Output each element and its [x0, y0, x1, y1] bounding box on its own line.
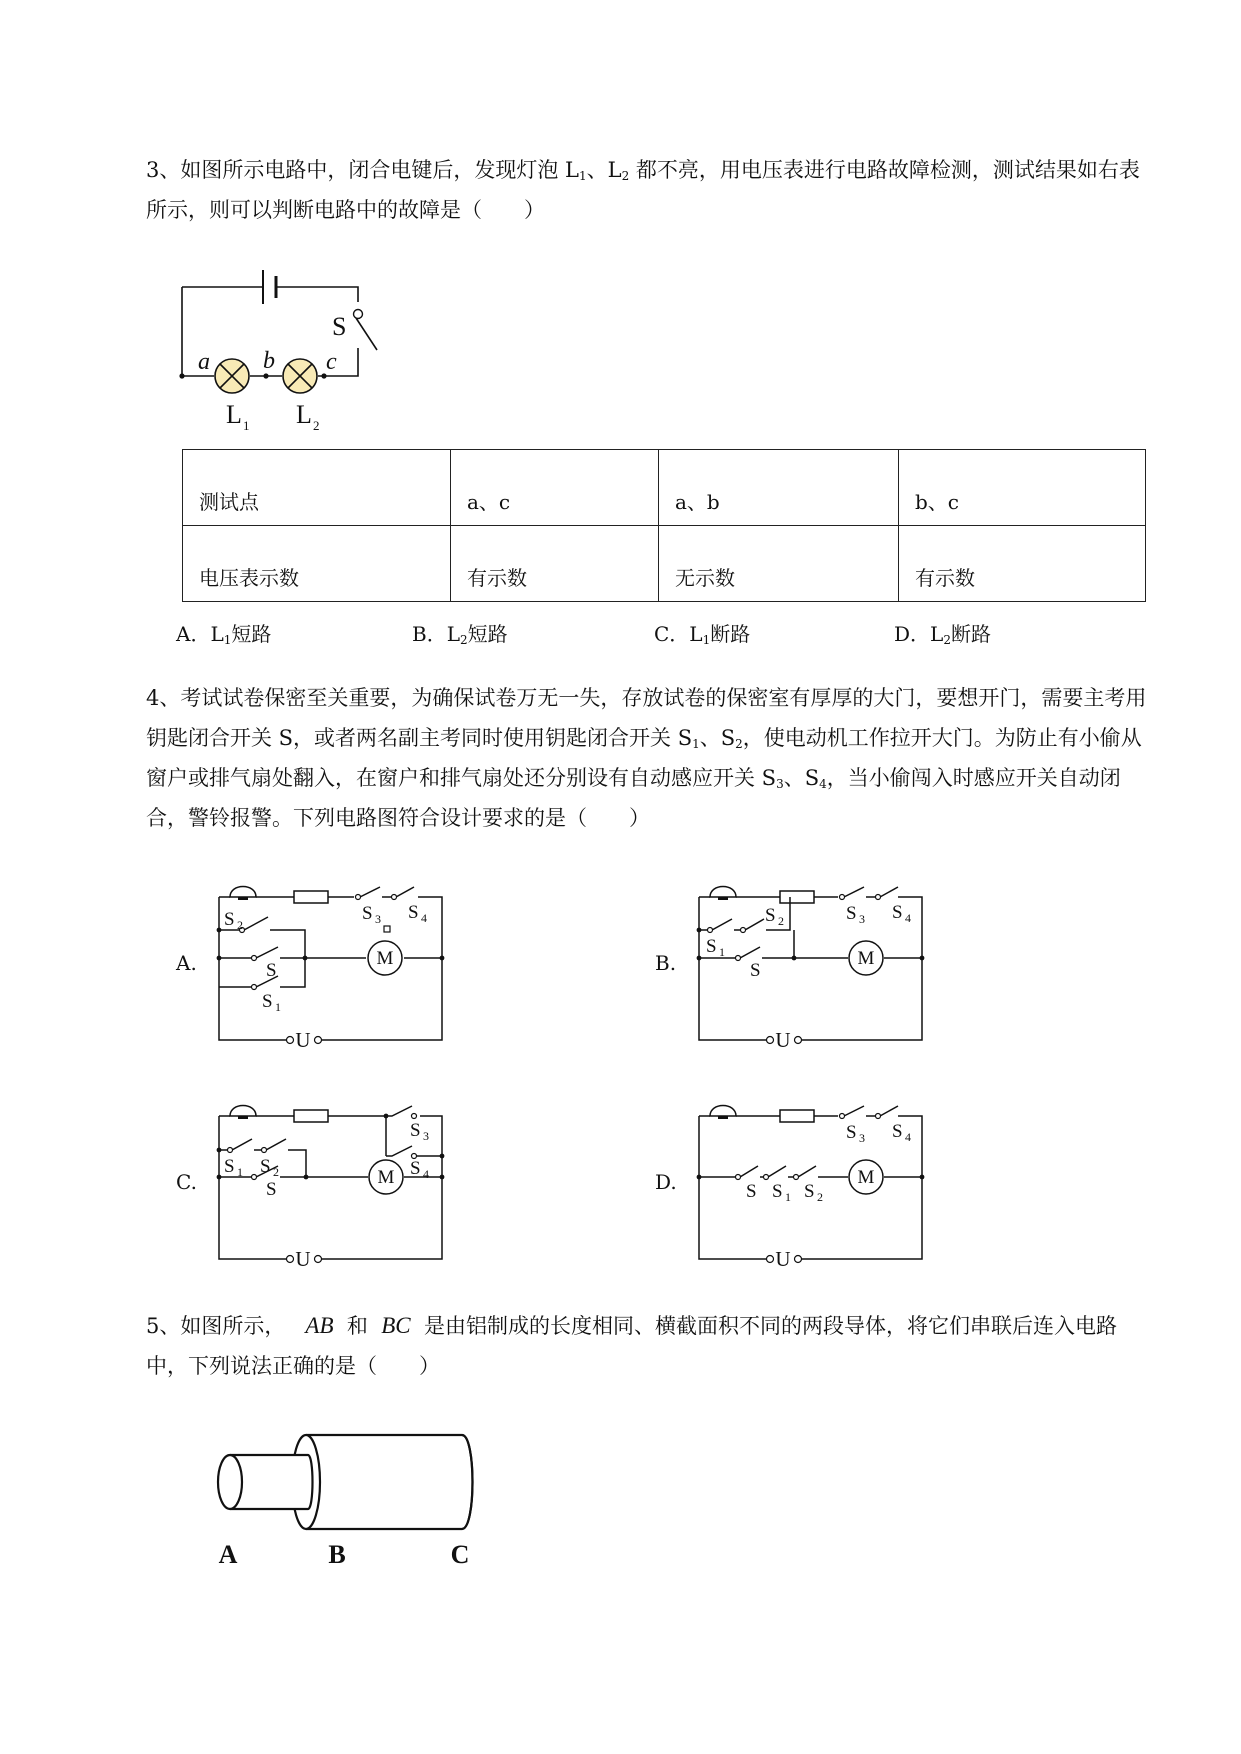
- question-5: [146, 1306, 1156, 1386]
- svg-text:2: 2: [817, 1190, 823, 1204]
- svg-text:S: S: [224, 1156, 235, 1177]
- svg-text:S: S: [410, 1120, 421, 1141]
- svg-text:1: 1: [785, 1190, 791, 1204]
- svg-text:S: S: [262, 991, 273, 1012]
- choice-c-label[interactable]: C.: [176, 1170, 197, 1194]
- svg-text:4: 4: [421, 911, 427, 925]
- motor-label: M: [857, 948, 875, 969]
- svg-text:3: 3: [859, 1131, 865, 1145]
- circuit-diagram-q3: [170, 260, 390, 440]
- option-c[interactable]: C．$L_1$断路: [654, 622, 751, 647]
- point-c-label: c: [326, 349, 337, 375]
- svg-text:1: 1: [719, 945, 725, 959]
- switch-label: S: [332, 312, 347, 341]
- table-cell: 有示数: [451, 526, 659, 602]
- svg-text:S: S: [362, 903, 373, 924]
- svg-text:U: U: [775, 1028, 791, 1050]
- svg-text:1: 1: [275, 1000, 281, 1014]
- svg-text:S: S: [765, 905, 776, 926]
- svg-text:U: U: [295, 1028, 311, 1050]
- point-a-label: A: [218, 1540, 238, 1569]
- motor-label: M: [857, 1167, 875, 1188]
- svg-text:1: 1: [243, 418, 250, 433]
- svg-text:3: 3: [375, 912, 381, 926]
- svg-text:S: S: [266, 1179, 277, 1200]
- svg-text:2: 2: [237, 918, 243, 932]
- svg-text:4: 4: [423, 1167, 429, 1181]
- option-b[interactable]: B．$L_2$短路: [412, 622, 508, 647]
- point-b-label: b: [263, 348, 275, 374]
- svg-text:U: U: [295, 1247, 311, 1269]
- motor-label: M: [376, 948, 394, 969]
- conductor-diagram: [200, 1425, 490, 1575]
- svg-text:S: S: [260, 1156, 271, 1177]
- lamp-l1-label: L: [226, 400, 242, 429]
- svg-text:S: S: [846, 903, 857, 924]
- table-cell: a、c: [451, 450, 659, 526]
- question-3: [146, 150, 1156, 230]
- svg-text:S: S: [892, 1121, 903, 1142]
- svg-text:S: S: [408, 902, 419, 923]
- lamp-l2-icon: [283, 359, 317, 393]
- svg-text:S: S: [706, 936, 717, 957]
- question-3-text: 3、如图所示电路中，闭合电键后，发现灯泡 $L_1$、$L_2$ 都不亮，用电压表进行电路故障检测，测试结果如右表所示，则可以判断电路中的故障是（ ）: [146, 158, 1140, 222]
- table-cell: b、c: [899, 450, 1146, 526]
- svg-text:2: 2: [273, 1165, 279, 1179]
- svg-text:3: 3: [423, 1129, 429, 1143]
- svg-text:S: S: [750, 960, 761, 981]
- svg-text:S: S: [772, 1181, 783, 1202]
- option-d[interactable]: D．$L_2$断路: [894, 622, 991, 647]
- circuit-diagram-a[interactable]: [210, 875, 450, 1050]
- table-cell: 无示数: [659, 526, 899, 602]
- question-4: [146, 678, 1156, 838]
- table-cell: 电压表示数: [183, 526, 451, 602]
- lamp-l2-label: L: [296, 400, 312, 429]
- choice-a-label[interactable]: A.: [176, 951, 197, 975]
- question-5-text: 5、如图所示， AB 和 BC 是由铝制成的长度相同、横截面积不同的两段导体，将它们串联后连入电路中，下列说法正确的是（ ）: [146, 1313, 1117, 1378]
- svg-text:S: S: [746, 1181, 757, 1202]
- table-row: [183, 526, 1146, 602]
- table-row: [183, 450, 1146, 526]
- bell-icon: [230, 1106, 256, 1117]
- bell-icon: [710, 1106, 736, 1117]
- table-cell: a、b: [659, 450, 899, 526]
- svg-text:4: 4: [905, 1130, 911, 1144]
- choice-d-label[interactable]: D.: [655, 1170, 677, 1194]
- question-4-text: 4、考试试卷保密至关重要，为确保试卷万无一失，存放试卷的保密室有厚厚的大门，要想开门，需要主考用钥匙闭合开关 S，或者两名副主考同时使用钥匙闭合开关 $S_1$、$S_2$，使电动机工作拉开大门。为防止有小偷从窗户或排气扇处翻入，在窗户和排气扇处还分别设有自动感应开关 $S_3$、$S_4$，当小偷闯入时感应开关自动闭合，警铃报警。下列电路图符合设计要求的是（ ）: [146, 686, 1147, 830]
- svg-text:1: 1: [237, 1165, 243, 1179]
- svg-text:S: S: [266, 960, 277, 981]
- test-result-table: [182, 449, 1146, 602]
- lamp-l1-icon: [215, 359, 249, 393]
- svg-text:S: S: [846, 1122, 857, 1143]
- point-a-label: a: [198, 349, 210, 375]
- circuit-diagram-d[interactable]: [690, 1094, 930, 1269]
- bell-icon: [710, 887, 736, 898]
- option-a[interactable]: A．$L_1$短路: [176, 622, 272, 647]
- svg-text:S: S: [224, 909, 235, 930]
- svg-text:3: 3: [859, 912, 865, 926]
- point-c-label: C: [450, 1540, 470, 1569]
- svg-text:S: S: [892, 902, 903, 923]
- svg-text:S: S: [804, 1181, 815, 1202]
- circuit-diagram-c[interactable]: [210, 1094, 450, 1269]
- choice-b-label[interactable]: B.: [655, 951, 677, 975]
- point-b-label: B: [328, 1540, 346, 1569]
- table-cell: 有示数: [899, 526, 1146, 602]
- circuit-diagram-b[interactable]: [690, 875, 930, 1050]
- bell-icon: [230, 887, 256, 898]
- svg-text:U: U: [775, 1247, 791, 1269]
- svg-text:4: 4: [905, 911, 911, 925]
- svg-text:S: S: [410, 1158, 421, 1179]
- table-cell: 测试点: [183, 450, 451, 526]
- motor-label: M: [377, 1167, 395, 1188]
- svg-text:2: 2: [778, 914, 784, 928]
- svg-text:2: 2: [313, 418, 320, 433]
